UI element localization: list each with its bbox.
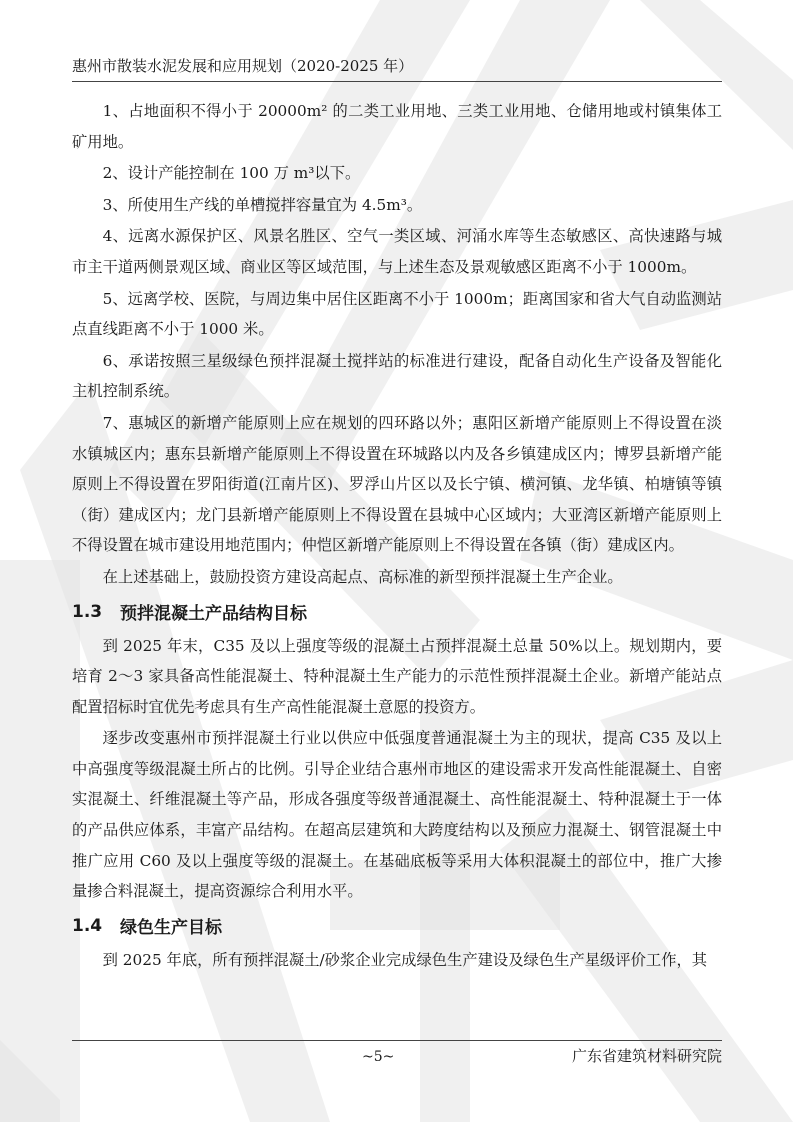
paragraph-item-1: 1、占地面积不得小于 20000m² 的二类工业用地、三类工业用地、仓储用地或村镇集体工矿用地。: [72, 102, 722, 151]
paragraph-item-2: 2、设计产能控制在 100 万 m³以下。: [102, 164, 361, 183]
section-1-3-paragraph: 到 2025 年末，C35 及以上强度等级的混凝土占预拌混凝土总量 50%以上。规划期内，要培育 2～3 家具备高性能混凝土、特种混凝土生产能力的示范性预拌混凝土企业。新增产能站点配置招标时宜优先考虑具有生产高性能混凝土意愿的投资方。: [72, 636, 722, 716]
section-title: 预拌混凝土产品结构目标: [120, 604, 307, 624]
document-body: [72, 96, 722, 975]
section-heading-1-3: [72, 593, 722, 631]
paragraph-item-5: 5、远离学校、医院，与周边集中居住区距离不小于 1000m；距离国家和省大气自动监测站点直线距离不小于 1000 米。: [72, 289, 722, 339]
section-number: 1.4: [72, 915, 103, 936]
section-1-4-paragraph: 到 2025 年底，所有预拌混凝土/砂浆企业完成绿色生产建设及绿色生产星级评价工作，其: [102, 950, 708, 969]
page-number: ~5~: [362, 1049, 395, 1065]
running-header: [72, 55, 722, 82]
organization-name: 广东省建筑材料研究院: [571, 1047, 722, 1065]
paragraph-item-4: 4、远离水源保护区、风景名胜区、空气一类区域、河涌水库等生态敏感区、高快速路与城市主干道两侧景观区域、商业区等区域范围，与上述生态及景观敏感区距离不小于 1000m。: [72, 227, 722, 276]
paragraph-summary: 在上述基础上，鼓励投资方建设高起点、高标准的新型预拌混凝土生产企业。: [102, 567, 623, 586]
section-title: 绿色生产目标: [120, 918, 222, 939]
section-heading-1-4: [72, 907, 722, 945]
page-footer: [72, 1040, 722, 1071]
header-title: 惠州市散装水泥发展和应用规划（2020-2025 年）: [72, 57, 414, 75]
paragraph-item-7: 7、惠城区的新增产能原则上应在规划的四环路以外；惠阳区新增产能原则上不得设置在淡水镇城区内；惠东县新增产能原则上不得设置在环城路以内及各乡镇建成区内；博罗县新增产能原则上不得设置在罗阳街道(江南片区)、罗浮山片区以及长宁镇、横河镇、龙华镇、柏塘镇等镇（街）建成区内；龙门县新增产能原则上不得设置在县城中心区域内；大亚湾区新增产能原则上不得设置在城市建设用地范围内；仲恺区新增产能原则上不得设置在各镇（街）建成区内。: [72, 413, 722, 555]
paragraph-item-3: 3、所使用生产线的单槽搅拌容量宜为 4.5m³。: [102, 195, 423, 214]
section-1-3-paragraph: 逐步改变惠州市预拌混凝土行业以供应中低强度普通混凝土为主的现状，提高 C35 及以上中高强度等级混凝土所占的比例。引导企业结合惠州市地区的建设需求开发高性能混凝土、自密实混凝土、纤维混凝土等产品，形成各强度等级普通混凝土、高性能混凝土、特种混凝土于一体的产品供应体系，丰富产品结构。在超高层建筑和大跨度结构以及预应力混凝土、钢管混凝土中推广应用 C60 及以上强度等级的混凝土。在基础底板等采用大体积混凝土的部位中，推广大掺量掺合料混凝土，提高资源综合利用水平。: [72, 729, 722, 901]
paragraph-item-6: 6、承诺按照三星级绿色预拌混凝土搅拌站的标准进行建设，配备自动化生产设备及智能化主机控制系统。: [72, 351, 722, 401]
section-number: 1.3: [72, 601, 103, 622]
